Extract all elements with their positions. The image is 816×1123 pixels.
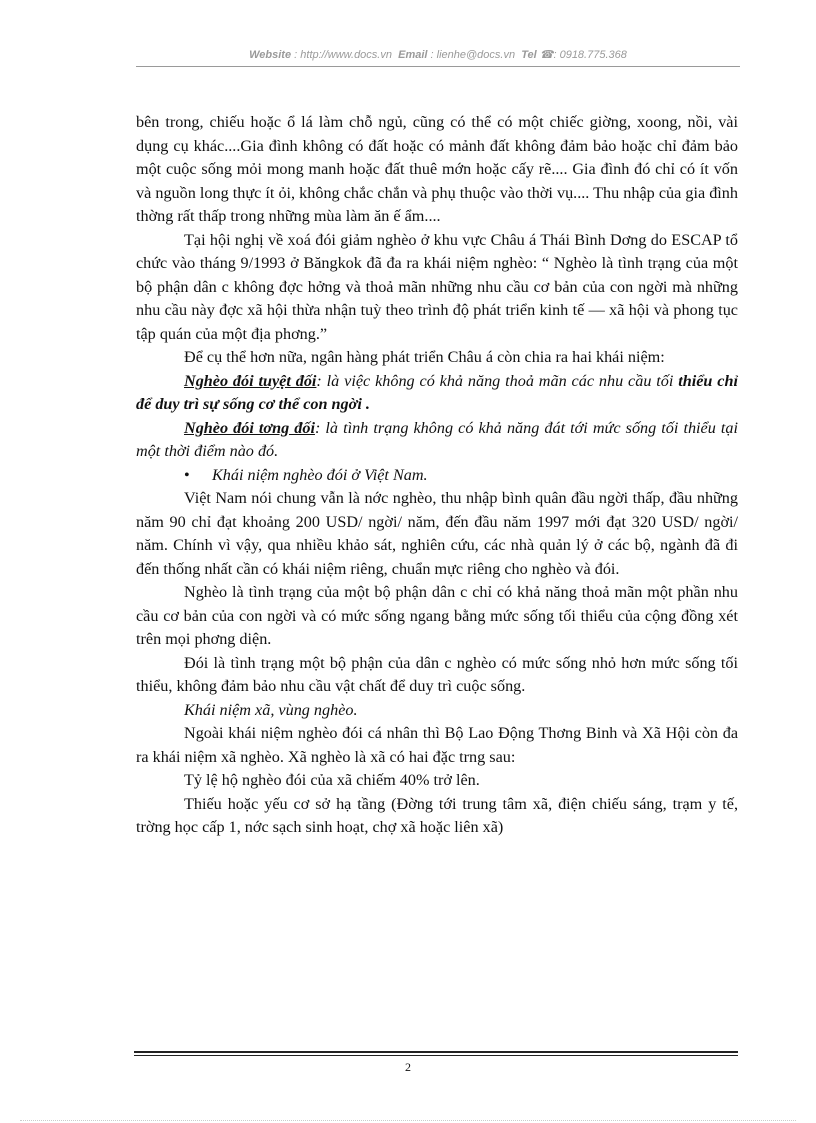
email-label: Email xyxy=(398,49,428,61)
term-relative-poverty: Nghèo đói tơng đối xyxy=(184,418,315,437)
footer-divider xyxy=(134,1051,738,1053)
definition-absolute-text: : là việc không có khả năng thoả mãn các nhu cầu tối xyxy=(316,371,679,390)
paragraph-commune: Ngoài khái niệm nghèo đói cá nhân thì Bộ Lao Động Thơng Binh và Xã Hội còn đa ra khái niệm xã nghèo. Xã nghèo là xã có hai đặc trng sau: xyxy=(136,724,738,766)
bullet-item-text: Khái niệm nghèo đói ở Việt Nam. xyxy=(212,465,428,484)
page-edge-dotted-line xyxy=(20,1120,796,1121)
header-divider xyxy=(136,66,740,67)
footer-divider-thin xyxy=(134,1055,738,1056)
bullet-icon: • xyxy=(184,465,190,484)
page-number: 2 xyxy=(405,1060,411,1074)
definition-absolute-bold: thiểu chỉ để duy trì sự sống cơ thể con ngời . xyxy=(136,371,738,413)
paragraph-1: bên trong, chiếu hoặc ổ lá làm chỗ ngủ, cũng có thể có một chiếc giờng, xoong, nồi, vài dụng cụ khác....Gia đình không có đất hoặc có mảnh đất không đảm bảo hoặc chỉ đảm bảo một cuộc sống mỏi mong manh hoặc đất thuê mớn hoặc cấy rẽ.... Gia đình đó chỉ có ít vốn và nguồn long thực ít ỏi, không chắc chắn và phụ thuộc vào thời vụ.... Thu nhập của gia đình thờng rất thấp trong những mùa làm ăn ế ẩm.... xyxy=(136,113,738,225)
tel-number: ☎: 0918.775.368 xyxy=(539,49,627,61)
definition-relative xyxy=(136,417,738,464)
paragraph-vietnam: Việt Nam nói chung vẫn là nớc nghèo, thu nhập bình quân đầu ngời thấp, đầu những năm 90 chỉ đạt khoảng 200 USD/ ngời/ năm, đến đầu năm 1997 mới đạt 320 USD/ ngời/ năm. Chính vì vậy, qua nhiều khảo sát, nghiên cứu, các nhà quản lý ở các bộ, ngành đã đi đến thống nhất cần có khái niệm riêng, chuẩn mực riêng cho nghèo và đói. xyxy=(136,489,738,578)
paragraph-infrastructure: Thiếu hoặc yếu cơ sở hạ tầng (Đờng tới trung tâm xã, điện chiếu sáng, trạm y tế, trờng học cấp 1, nớc sạch sinh hoạt, chợ xã hoặc liên xã) xyxy=(136,794,738,836)
term-absolute-poverty: Nghèo đói tuyệt đối xyxy=(184,371,317,390)
document-body xyxy=(136,111,738,840)
email-address: : lienhe@docs.vn xyxy=(430,49,516,61)
paragraph-escap: Tại hội nghị về xoá đói giảm nghèo ở khu vực Châu á Thái Bình Dơng do ESCAP tổ chức vào tháng 9/1993 ở Băngkok đã đa ra khái niệm nghèo: “ Nghèo là tình trạng của một bộ phận dân c không đợc hởng và thoả mãn những nhu cầu cơ bản của con ngời mà những nhu cầu này đợc xã hội thừa nhận tuỳ theo trình độ phát triển kinh tế — xã hội và phong tục tập quán của một địa phơng.” xyxy=(136,230,738,343)
paragraph-poverty-def: Nghèo là tình trạng của một bộ phận dân c chỉ có khả năng thoả mãn một phần nhu cầu cơ bản của con ngời và có mức sống ngang bằng mức sống tối thiểu của cộng đồng xét trên mọi phơng diện. xyxy=(136,583,738,648)
definition-absolute xyxy=(136,370,738,417)
website-label: Website xyxy=(249,49,292,61)
page-header xyxy=(136,48,740,61)
tel-label: Tel xyxy=(521,49,537,61)
paragraph-adb: Để cụ thể hơn nữa, ngân hàng phát triển Châu á còn chia ra hai khái niệm: xyxy=(184,348,665,366)
subheading-poor-commune: Khái niệm xã, vùng nghèo. xyxy=(184,700,358,719)
bullet-item-vietnam xyxy=(136,464,738,488)
website-url: : http://www.docs.vn xyxy=(294,49,392,61)
paragraph-hunger-def: Đói là tình trạng một bộ phận của dân c nghèo có mức sống nhỏ hơn mức sống tối thiểu, không đảm bảo nhu cầu vật chất để duy trì cuộc sống. xyxy=(136,653,738,695)
definition-relative-text: : là tình trạng không có khả năng đát tới mức sống tối thiểu tại một thời điểm nào đó. xyxy=(136,418,738,460)
paragraph-ratio: Tỷ lệ hộ nghèo đói của xã chiếm 40% trở lên. xyxy=(184,771,480,789)
